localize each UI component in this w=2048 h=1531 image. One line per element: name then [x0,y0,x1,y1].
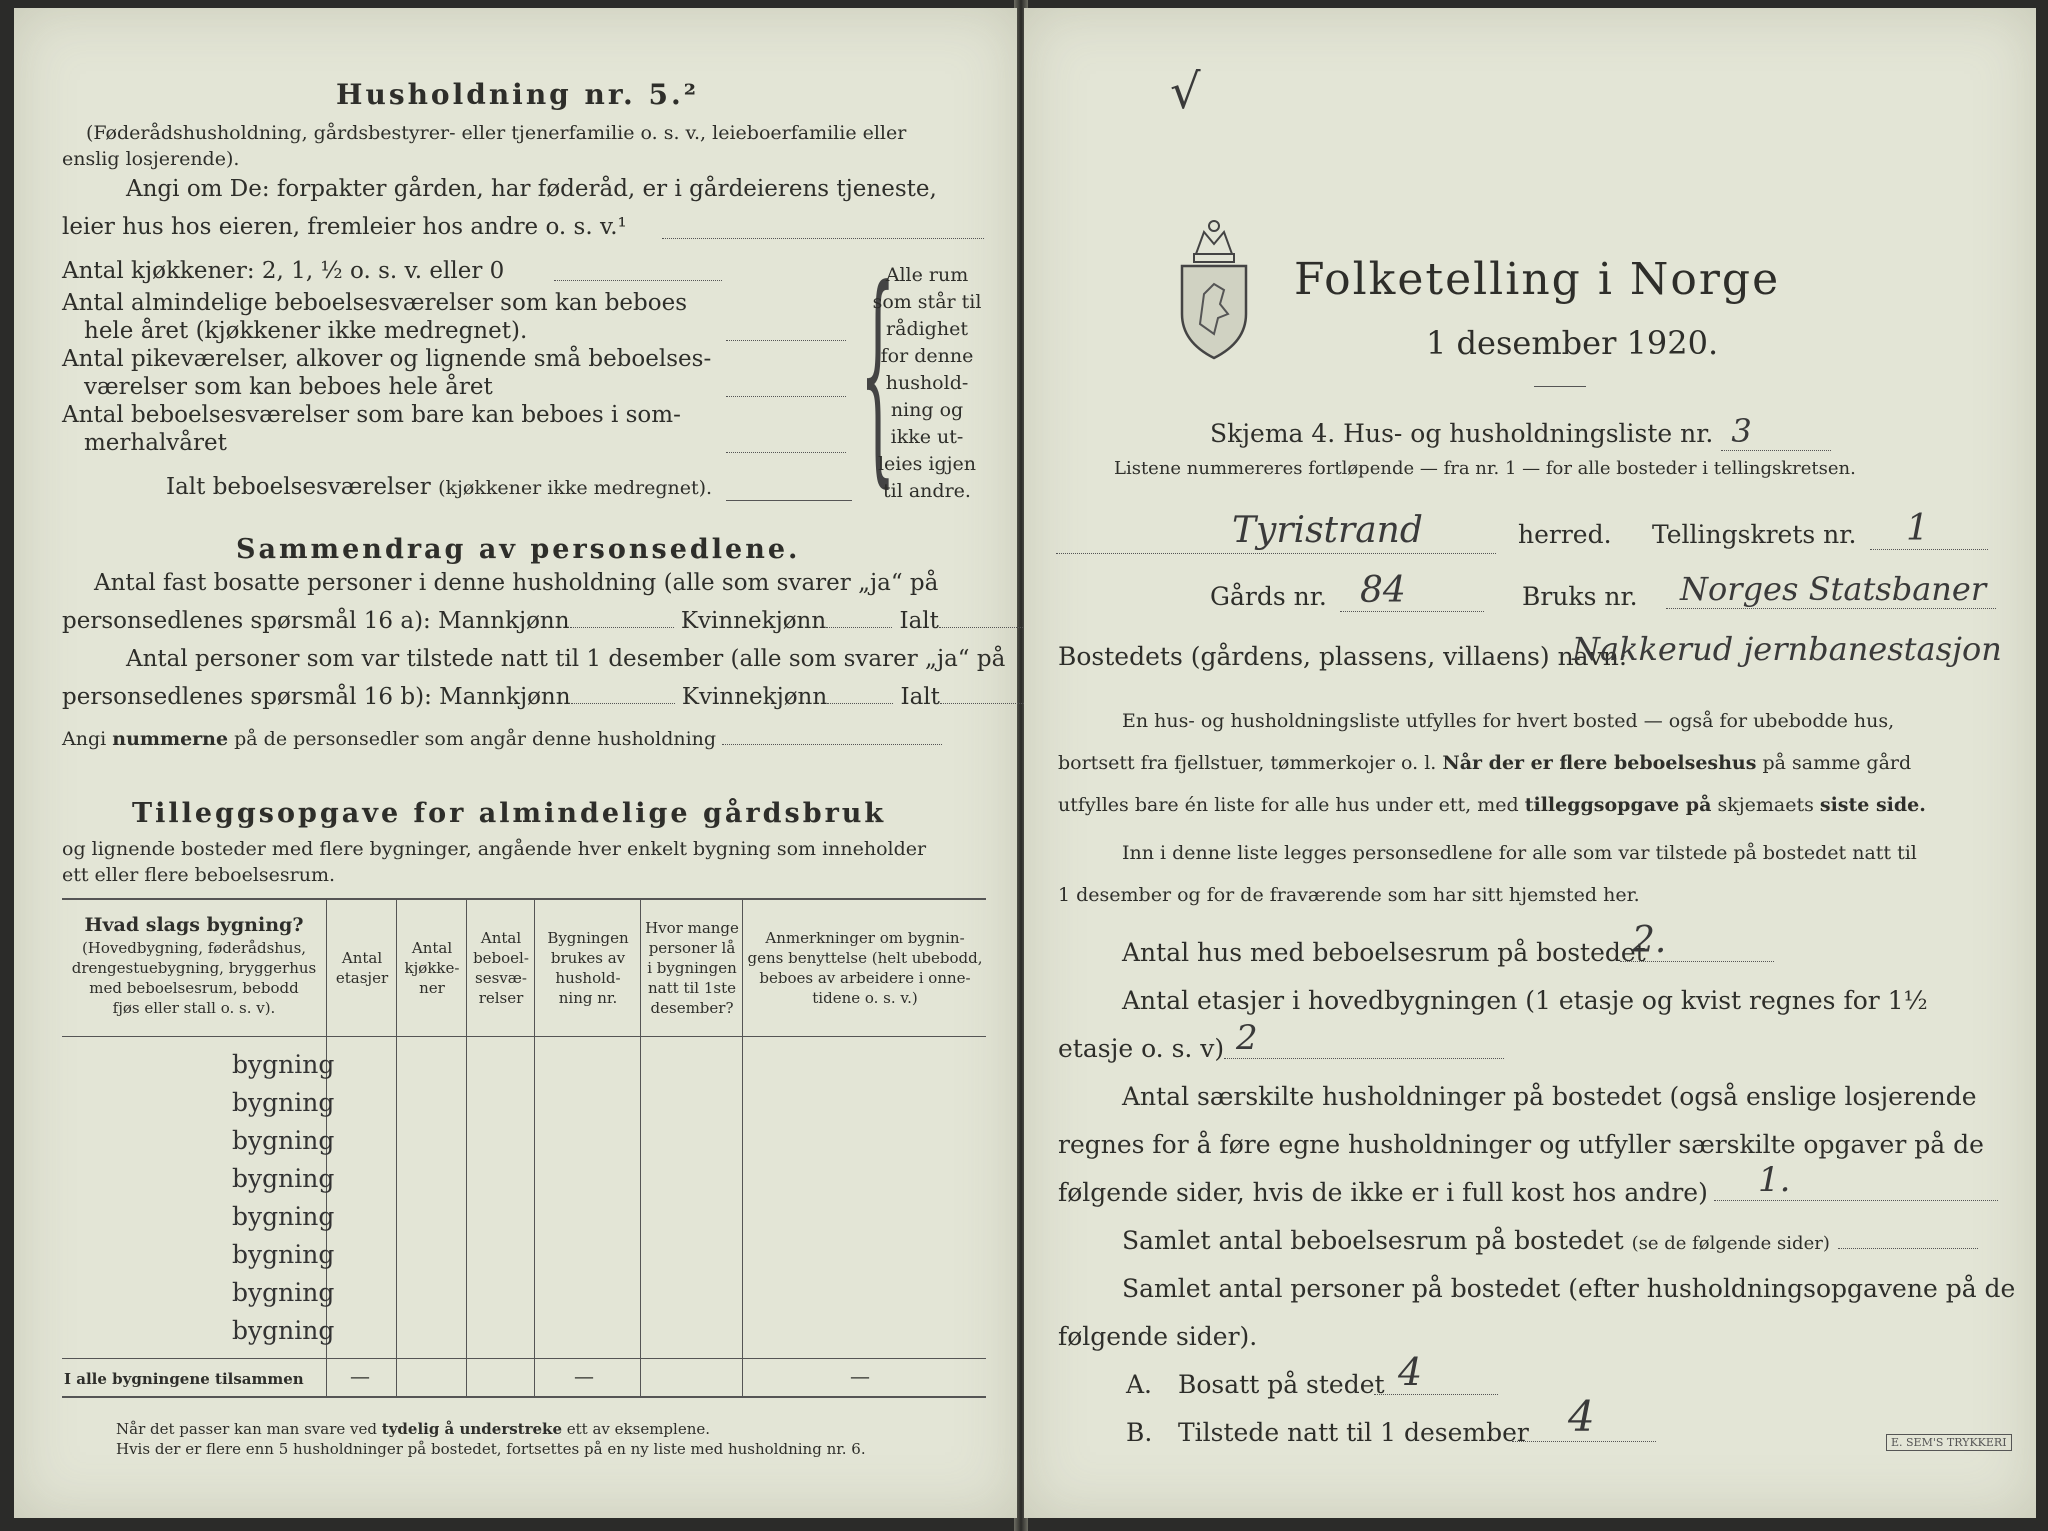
sommer-line-2: merhalvåret [84,430,227,456]
fast-mann-label: personsedlenes spørsmål 16 a): Mannkjønn [62,608,570,634]
gards-label: Gårds nr. [1210,582,1327,611]
kjokkener-field [554,280,722,281]
header-etasjer-line: Antal [341,949,383,967]
fast-line-2 [62,608,1035,634]
samlet-rum-field [1838,1248,1978,1249]
herred-value: Tyristrand [1056,510,1496,554]
header-anmerkninger-line: tidene o. s. v.) [812,989,918,1007]
header-etasjer-line: etasjer [335,969,389,987]
skjema-nr-value: 3 [1721,412,1831,451]
table-top-rule [62,898,986,900]
table-row-label: bygning [232,1278,335,1307]
total-dash: — [574,1364,594,1388]
tilstede-line-2 [62,684,1036,710]
tilstede-ialt-field [940,703,1036,704]
info-p2-line-1: Inn i denne liste legges personsedlene for alle som var tilstede på bostedet natt til [1122,842,1917,864]
footnote-1-b: tydelig å understreke [381,1420,562,1438]
brace-line: ikke ut- [890,426,964,448]
info-p1-3a: utfylles bare én liste for alle hus under ett, med [1058,794,1519,816]
samlet-rum-note: (se de følgende sider) [1631,1233,1830,1254]
footnote-2: Hvis der er flere enn 5 husholdninger på bostedet, fortsettes på en ny liste med husholdning nr. 6. [116,1440,866,1458]
etasjer-line-2: etasje o. s. v) [1058,1034,1225,1063]
gards-value: 84 [1340,570,1484,612]
sommer-field [726,452,846,453]
header-beboelse-line: Antal [480,929,522,947]
table-row-label: bygning [232,1316,335,1345]
brace-line: leies igjen [877,453,977,475]
brace-line: Alle rum [885,264,969,286]
angi-nummer-field [722,744,942,745]
pike-line-2: værelser som kan beboes hele året [84,374,493,400]
alm-line-2: hele året (kjøkkener ikke medregnet). [84,318,528,344]
table-row-label: bygning [232,1088,335,1117]
fast-kvinne-label: Kvinnekjønn [680,608,827,634]
a-value: 4 [1374,1350,1498,1395]
angi-nummer-a: Angi [62,728,107,750]
header-personer-line: natt til 1ste [648,979,736,997]
header-personer-line: Hvor mange [645,919,739,937]
info-p1-line-1: En hus- og husholdningsliste utfylles for hvert bosted — også for ubebodde hus, [1122,710,1895,732]
table-row-label: bygning [232,1202,335,1231]
header-husholdning-line: Bygningen [547,929,629,947]
b-text: Tilstede natt til 1 desember [1178,1418,1529,1447]
tellingskrets-label: Tellingskrets nr. [1652,520,1857,549]
etasjer-line-1: Antal etasjer i hovedbygningen (1 etasje og kvist regnes for 1½ [1122,986,1928,1015]
info-p1-2c: på samme gård [1762,752,1912,774]
brace-line: rådighet [886,318,968,340]
table-bottom-rule [62,1396,986,1398]
sammendrag-title: Sammendrag av personsedlene. [236,534,801,565]
fast-kvinne-field [826,627,892,628]
header-building-type-line: (Hovedbygning, føderådshus, [81,939,307,957]
angi-nummer-b: nummerne [112,728,229,750]
header-kjokkener-line: kjøkke- [404,959,460,977]
footnote-1-a: Når det passer kan man svare ved [116,1420,377,1438]
angi-answer-line [662,238,984,239]
brace-line: til andre. [883,480,971,502]
b-label: B. [1126,1418,1153,1447]
etasjer-value: 2 [1224,1018,1504,1059]
left-page [14,8,1017,1518]
info-p1-2b: Når der er flere beboelseshus [1442,752,1757,774]
tillegg-line-2: ett eller flere beboelsesrum. [62,864,336,886]
total-dash: — [350,1364,370,1388]
tilstede-mann-field [571,703,675,704]
hus-value: 2. [1620,920,1774,962]
header-kjokkener [398,938,466,998]
listene-note: Listene nummereres fortløpende — fra nr. 1 — for alle bosteder i tellingskretsen. [1114,458,1856,479]
info-p1-line-2 [1058,752,1911,774]
curly-brace: { [860,243,896,510]
sarskilte-line-3: følgende sider, hvis de ikke er i full kost hos andre) [1058,1178,1708,1207]
col-divider [640,898,641,1396]
right-page [1024,8,2036,1518]
header-building-type-title: Hvad slags bygning? [84,914,304,936]
brace-line: som står til [872,291,982,313]
ialt-field [726,500,852,501]
tilstede-mann-label: personsedlenes spørsmål 16 b): Mannkjønn [62,684,571,710]
kjokkener-label: Antal kjøkkener: 2, 1, ½ o. s. v. eller 0 [62,258,505,284]
skjema-line [1210,412,1831,451]
total-label: I alle bygningene tilsammen [64,1370,304,1388]
header-husholdning-line: hushold- [555,969,621,987]
samlet-rum-line [1122,1226,1978,1255]
norway-coat-of-arms-icon [1174,214,1254,362]
header-beboelsesvaerelser [468,928,534,1008]
brace-line: for denne [880,345,974,367]
info-p1-line-3 [1058,794,1926,816]
bostedets-value: Nakkerud jernbanestasjon [1572,630,2002,668]
header-personer-line: personer lå [648,939,736,957]
table-row-label: bygning [232,1164,335,1193]
census-date: 1 desember 1920. [1426,324,1719,362]
sarskilte-line-2: regnes for å føre egne husholdninger og utfyller særskilte opgaver på de [1058,1130,1984,1159]
header-personer-line: i bygningen [647,959,737,977]
header-building-type-line: drengestuebygning, bryggerhus [71,959,317,977]
sarskilte-value: 1. [1714,1160,1998,1201]
sommer-line-1: Antal beboelsesværelser som bare kan beboes i som- [62,402,681,428]
household-title: Husholdning nr. 5.² [336,78,700,111]
header-beboelse-line: sesvæ- [475,969,527,987]
header-kjokkener-line: ner [419,979,445,997]
samlet-rum-label: Samlet antal beboelsesrum på bostedet [1122,1226,1624,1255]
header-anmerkninger-line: Anmerkninger om bygnin- [765,929,965,947]
a-text: Bosatt på stedet [1178,1370,1385,1399]
ialt-label [166,474,712,500]
tilstede-kvinne-field [827,703,893,704]
header-beboelse-line: beboel- [473,949,529,967]
brace-note [872,262,982,505]
table-row-label: bygning [232,1126,335,1155]
herred-label: herred. [1518,520,1612,549]
table-total-rule-top [62,1358,986,1359]
angi-nummer-c: på de personsedler som angår denne husholdning [234,728,717,750]
col-divider [534,898,535,1396]
brace-line: ning og [890,399,964,421]
header-etasjer [328,948,396,988]
household-note-line-2: enslig losjerende). [62,148,240,170]
printer-mark: E. SEM'S TRYKKERI [1886,1434,2012,1451]
header-husholdning-nr [536,928,640,1008]
b-value: 4 [1512,1392,1656,1442]
hus-label: Antal hus med beboelsesrum på bostedet [1122,938,1646,967]
header-anmerkninger-line: gens benyttelse (helt ubebodd, [747,949,983,967]
header-building-type [64,912,324,1018]
main-title: Folketelling i Norge [1294,254,1781,305]
pike-field [726,396,846,397]
check-mark: √ [1170,64,1201,120]
fast-mann-field [570,627,674,628]
col-divider [742,898,743,1396]
angi-line-2: leier hus hos eieren, fremleier hos andre o. s. v.¹ [62,214,627,240]
info-p1-2a: bortsett fra fjellstuer, tømmerkojer o. l. [1058,752,1437,774]
skjema-label: Skjema 4. Hus- og husholdningsliste nr. [1210,419,1714,448]
tilstede-kvinne-label: Kvinnekjønn [681,684,828,710]
table-row-label: bygning [232,1240,335,1269]
header-husholdning-line: ning nr. [558,989,618,1007]
pike-line-1: Antal pikeværelser, alkover og lignende små beboelses- [62,346,712,372]
info-p1-3b: tilleggsopgave på [1524,794,1712,816]
tilstede-ialt-label: Ialt [900,684,940,710]
total-dash: — [850,1364,870,1388]
header-personer [642,918,742,1018]
brace-line: hushold- [885,372,969,394]
tilstede-line-1: Antal personer som var tilstede natt til 1 desember (alle som svarer „ja“ på [126,646,1006,672]
footnote-1 [116,1420,710,1438]
footnote-1-c: ett av eksemplene. [566,1420,711,1438]
a-label: A. [1126,1370,1153,1399]
samlet-pers-line-2: følgende sider). [1058,1322,1258,1351]
angi-line-1: Angi om De: forpakter gården, har føderåd, er i gårdeierens tjeneste, [126,176,937,202]
fast-ialt-field [939,627,1035,628]
alm-line-1: Antal almindelige beboelsesværelser som kan beboes [62,290,688,316]
ialt-text: Ialt beboelsesværelser [166,474,431,500]
header-kjokkener-line: Antal [411,939,453,957]
fast-ialt-label: Ialt [899,608,939,634]
alm-field [726,340,846,341]
info-p1-3c: skjemaets [1717,794,1814,816]
table-header-rule [62,1036,986,1037]
angi-nummer-line [62,728,942,750]
table-row-label: bygning [232,1050,335,1079]
tellingskrets-value: 1 [1870,508,1988,550]
header-building-type-line: med beboelsesrum, bebodd [89,979,299,997]
col-divider [466,898,467,1396]
header-personer-line: desember? [650,999,734,1017]
info-p2-line-2: 1 desember og for de fraværende som har sitt hjemsted her. [1058,884,1640,906]
bruks-value: Norges Statsbaner [1666,570,1996,609]
samlet-pers-line-1: Samlet antal personer på bostedet (efter husholdningsopgavene på de [1122,1274,2016,1303]
ialt-note: (kjøkkener ikke medregnet). [438,477,713,499]
header-husholdning-line: brukes av [550,949,626,967]
header-anmerkninger [744,928,986,1008]
header-beboelse-line: relser [478,989,524,1007]
tillegg-line-1: og lignende bosteder med flere bygninger, angående hver enkelt bygning som inneholder [62,838,927,860]
header-anmerkninger-line: beboes av arbeidere i onne- [759,969,971,987]
sarskilte-line-1: Antal særskilte husholdninger på bostedet (også enslige losjerende [1122,1082,1977,1111]
col-divider [396,898,397,1396]
household-note-line-1: (Føderådshusholdning, gårdsbestyrer- eller tjenerfamilie o. s. v., leieboerfamilie eller [86,122,907,144]
info-p1-3d: siste side. [1819,794,1926,816]
tillegg-title: Tilleggsopgave for almindelige gårdsbruk [132,798,887,829]
header-building-type-line: fjøs eller stall o. s. v). [112,999,276,1017]
bruks-label: Bruks nr. [1522,582,1638,611]
bostedets-label: Bostedets (gårdens, plassens, villaens) navn: [1058,642,1628,671]
fast-line-1: Antal fast bosatte personer i denne husholdning (alle som svarer „ja“ på [94,570,939,596]
title-divider [1534,386,1586,387]
